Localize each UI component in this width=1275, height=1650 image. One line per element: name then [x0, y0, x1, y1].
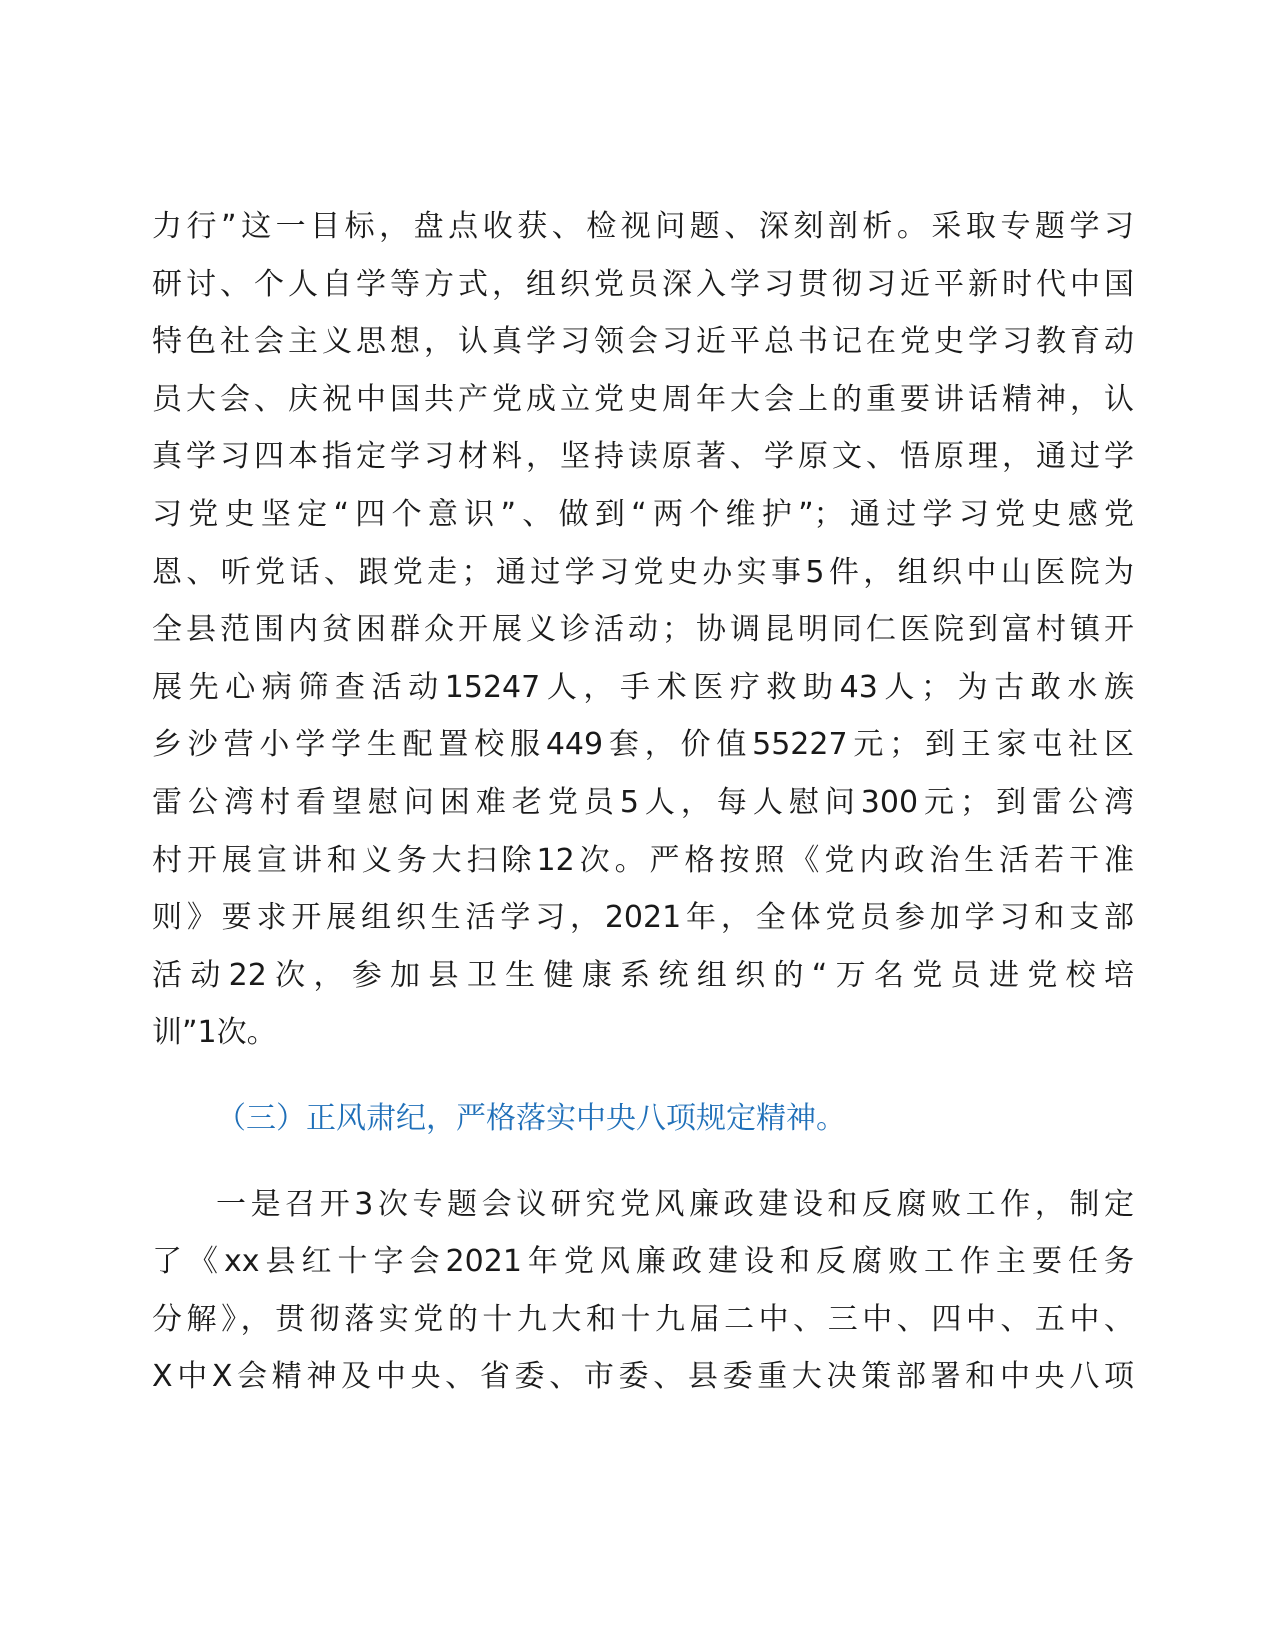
paragraph-line: 力行”这一目标，盘点收获、检视问题、深刻剖析。采取专题学习	[152, 209, 1134, 244]
paragraph-line: 乡沙营小学学生配置校服449套，价值55227元；到王家屯社区	[152, 727, 1134, 763]
paragraph-spacer	[152, 1062, 1134, 1090]
paragraph-line: 全县范围内贫困群众开展义诊活动；协调昆明同仁医院到富村镇开	[152, 612, 1134, 648]
paragraph-line: 分解》，贯彻落实党的十九大和十九届二中、三中、四中、五中、	[152, 1301, 1134, 1337]
paragraph-line: 了《xx县红十字会2021年党风廉政建设和反腐败工作主要任务	[152, 1244, 1134, 1280]
body-paragraph-2	[152, 1176, 1134, 1406]
paragraph-line: 村开展宣讲和义务大扫除12次。严格按照《党内政治生活若干准	[152, 842, 1134, 878]
paragraph-line: X中X会精神及中央、省委、市委、县委重大决策部署和中央八项	[152, 1359, 1134, 1395]
paragraph-line: 雷公湾村看望慰问困难老党员5人，每人慰问300元；到雷公湾	[152, 784, 1134, 820]
paragraph-line: 员大会、庆祝中国共产党成立党史周年大会上的重要讲话精神，认	[152, 381, 1134, 417]
paragraph-line: 则》要求开展组织生活学习，2021年，全体党员参加学习和支部	[152, 900, 1134, 936]
paragraph-line: 活动22次，参加县卫生健康系统组织的“万名党员进党校培	[152, 957, 1134, 993]
paragraph-spacer	[152, 1148, 1134, 1176]
paragraph-line: 特色社会主义思想，认真学习领会习近平总书记在党史学习教育动	[152, 324, 1134, 360]
paragraph-line: 习党史坚定“四个意识”、做到“两个维护”；通过学习党史感党	[152, 496, 1134, 532]
paragraph-line: 训”1次。	[152, 1015, 277, 1051]
paragraph-line: 恩、听党话、跟党走；通过学习党史办实事5件，组织中山医院为	[152, 554, 1134, 590]
paragraph-line: 一是召开3次专题会议研究党风廉政建设和反腐败工作，制定	[216, 1186, 1134, 1222]
document-body	[152, 198, 1134, 1406]
paragraph-line: 真学习四本指定学习材料，坚持读原著、学原文、悟原理，通过学	[152, 439, 1134, 475]
section-heading: （三）正风肃纪，严格落实中央八项规定精神。	[216, 1100, 846, 1136]
paragraph-line: 展先心病筛查活动15247人，手术医疗救助43人；为古敢水族	[152, 669, 1134, 705]
body-paragraph-1	[152, 198, 1134, 1062]
paragraph-line: 研讨、个人自学等方式，组织党员深入学习贯彻习近平新时代中国	[152, 266, 1134, 302]
